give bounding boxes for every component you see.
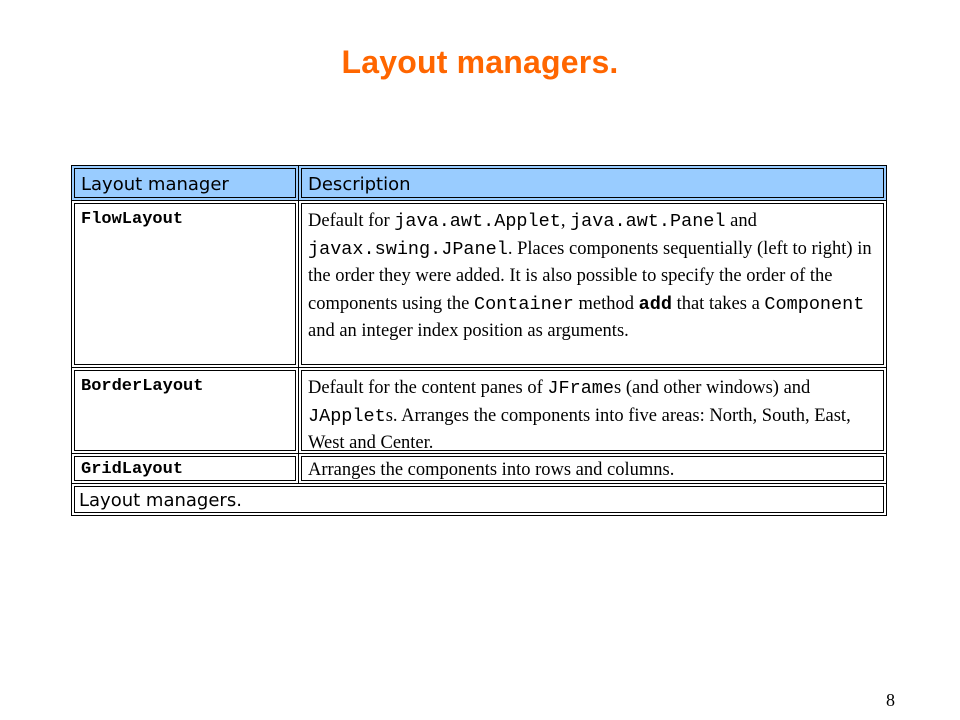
desc-code: Container — [473, 293, 574, 315]
layout-managers-table — [71, 165, 886, 516]
desc-text: s. Arranges the components into five areas: North, South, East, West and Center. — [308, 405, 851, 453]
row-name-gridlayout: GridLayout — [81, 460, 184, 479]
desc-text: and — [725, 211, 757, 231]
slide-title: Layout managers. — [341, 44, 619, 80]
table-caption: Layout managers. — [79, 490, 242, 511]
header-description: Description — [308, 174, 411, 195]
table-row — [72, 454, 887, 484]
desc-code: Component — [764, 293, 865, 315]
header-layout-manager: Layout manager — [81, 174, 229, 195]
desc-text: Default for the content panes of — [308, 378, 548, 398]
page-number: 8 — [886, 690, 895, 710]
desc-text: and an integer index position as arguments. — [308, 321, 629, 341]
desc-code: java.awt.Panel — [570, 211, 726, 232]
desc-text: that takes a — [671, 293, 765, 314]
desc-code: java.awt.Applet — [394, 211, 561, 232]
table-header-row — [72, 166, 887, 201]
desc-code: javax.swing.JPanel — [308, 238, 508, 260]
desc-text: Default for — [308, 211, 395, 231]
desc-code: JFrame — [547, 378, 615, 399]
desc-code: add — [638, 293, 672, 315]
desc-text: , — [560, 211, 571, 231]
desc-text: method — [573, 293, 639, 314]
desc-text: . Places components sequentially (left to right) in the order they were added. It is also possible to specify the order of the components using the — [308, 238, 872, 314]
table-row — [72, 368, 887, 454]
row-name-flowlayout: FlowLayout — [81, 210, 184, 229]
table-caption-row — [72, 484, 887, 516]
row-desc-flowlayout — [302, 204, 883, 350]
row-name-borderlayout: BorderLayout — [81, 377, 204, 396]
table-row — [72, 201, 887, 368]
row-desc-borderlayout — [302, 371, 883, 462]
desc-text: s (and other windows) and — [614, 378, 811, 398]
desc-code: JApplet — [308, 405, 386, 427]
desc-text: Arranges the components into rows and columns. — [308, 460, 675, 480]
